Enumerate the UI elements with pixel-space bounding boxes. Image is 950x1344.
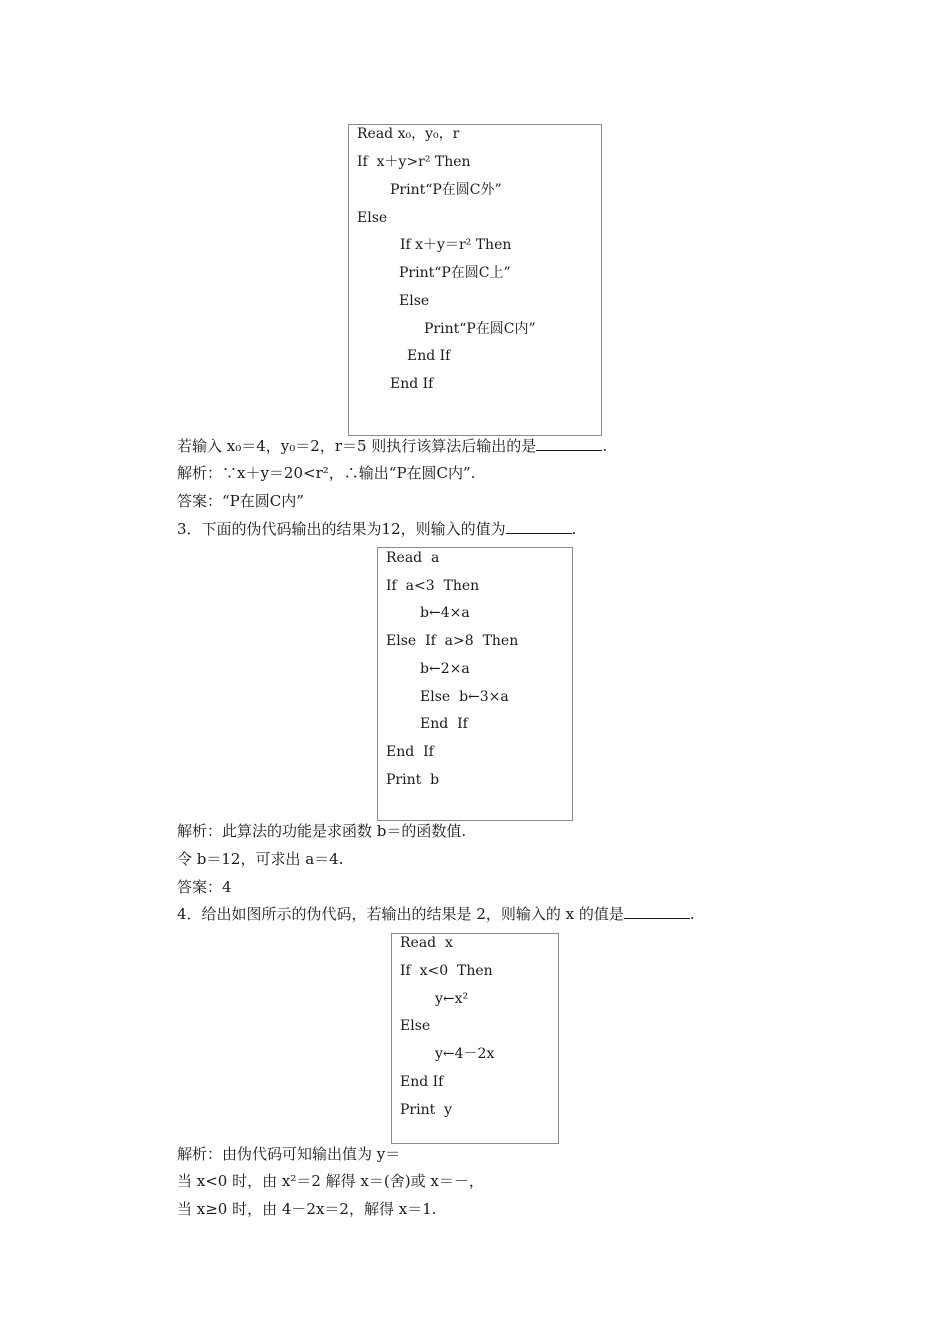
- problem3-analysis-2: 令 b＝12，可求出 a＝4.: [177, 850, 344, 868]
- code-line: End If: [386, 744, 434, 760]
- answer-blank: [536, 436, 602, 451]
- code-line: Read x₀，y₀，r: [357, 126, 460, 142]
- code-line: b←2×a: [420, 661, 470, 677]
- code-line: Else: [357, 210, 388, 226]
- code-line: If x＋y>r² Then: [357, 154, 471, 170]
- code-line: If x＋y＝r² Then: [400, 237, 512, 253]
- code-line: Print b: [386, 772, 440, 788]
- answer-blank: [624, 904, 690, 919]
- problem4-analysis-1: 解析：由伪代码可知输出值为 y＝: [177, 1145, 401, 1163]
- code-line: Print y: [400, 1102, 453, 1118]
- code-line: If a<3 Then: [386, 578, 480, 594]
- code-line: If x<0 Then: [400, 963, 493, 979]
- code-line: End If: [390, 376, 434, 392]
- code-line: Read a: [386, 550, 440, 566]
- problem2-analysis: 解析：∵x＋y＝20<r²，∴输出“P在圆C内”.: [177, 464, 476, 482]
- problem4-analysis-2: 当 x<0 时，由 x²＝2 解得 x＝(舍)或 x＝－，: [177, 1172, 484, 1190]
- problem4-stem: 4．给出如图所示的伪代码，若输出的结果是 2，则输入的 x 的值是 .: [177, 905, 695, 923]
- code-line: Print“P在圆C外”: [390, 182, 502, 198]
- code-line: b←4×a: [420, 605, 470, 621]
- code-line: End If: [407, 348, 451, 364]
- code-line: Else b←3×a: [420, 689, 509, 705]
- code-line: End If: [420, 716, 468, 732]
- code-line: Else: [400, 1018, 431, 1034]
- code-line: y←x²: [435, 991, 469, 1007]
- code-line: y←4－2x: [435, 1046, 495, 1062]
- problem4-analysis-3: 当 x≥0 时，由 4－2x＝2，解得 x＝1.: [177, 1200, 437, 1218]
- code-line: Read x: [400, 935, 453, 951]
- problem3-analysis-1: 解析：此算法的功能是求函数 b＝的函数值.: [177, 822, 467, 840]
- code-line: End If: [400, 1074, 444, 1090]
- code-line: Print“P在圆C内”: [424, 321, 536, 337]
- code-line: Else: [399, 293, 430, 309]
- code-line: Print“P在圆C上”: [399, 265, 511, 281]
- problem2-question: 若输入 x₀＝4，y₀＝2，r＝5 则执行该算法后输出的是 .: [177, 437, 608, 455]
- problem2-answer: 答案：“P在圆C内”: [177, 492, 304, 510]
- problem3-stem: 3．下面的伪代码输出的结果为12，则输入的值为 .: [177, 520, 577, 538]
- problem3-answer: 答案：4: [177, 878, 232, 896]
- code-line: Else If a>8 Then: [386, 633, 519, 649]
- answer-blank: [506, 519, 572, 534]
